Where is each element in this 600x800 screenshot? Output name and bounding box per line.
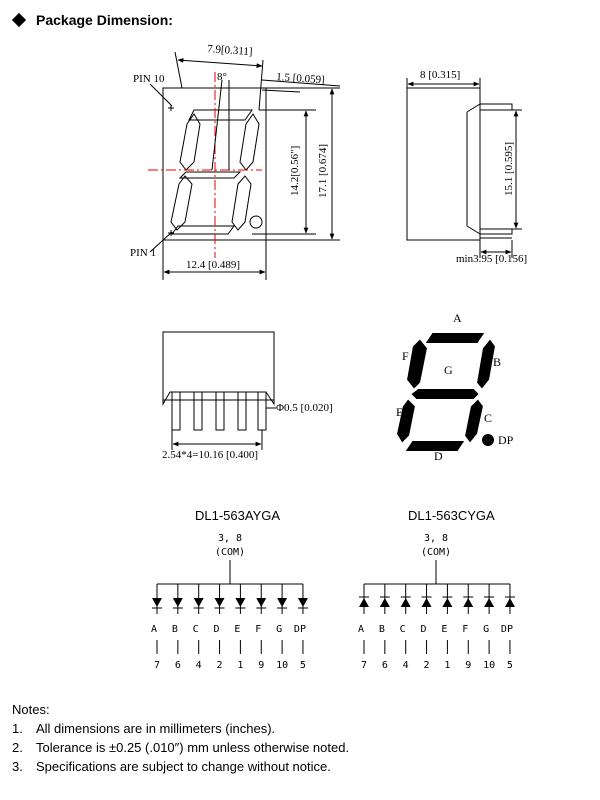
pin-number: 2 bbox=[216, 660, 223, 671]
pin-number: 5 bbox=[299, 660, 306, 671]
bottom-dimension-labels bbox=[162, 402, 333, 461]
segment-pin-label: G bbox=[483, 624, 490, 635]
note-text: Specifications are subject to change without notice. bbox=[36, 759, 331, 774]
segment-pin-label: A bbox=[150, 624, 158, 635]
bottom-body-outline bbox=[163, 332, 274, 400]
section-title: Package Dimension: bbox=[36, 12, 173, 28]
diode bbox=[235, 584, 245, 654]
dim-width-top: 7.9[0.311] bbox=[206, 43, 253, 59]
pin-number: 7 bbox=[153, 660, 161, 671]
diode bbox=[256, 584, 266, 654]
dim-side-height: 15.1 [0.595] bbox=[503, 141, 515, 196]
circuit-anode bbox=[151, 508, 308, 671]
diode-triangle bbox=[277, 598, 287, 607]
dim-digit-height: 14.2[0.56"] bbox=[289, 145, 301, 196]
note-item bbox=[12, 719, 349, 738]
segment-pin-label: D bbox=[213, 624, 220, 635]
segment-pin-label: C bbox=[192, 624, 199, 635]
diode bbox=[463, 584, 473, 654]
seg-label-f: F bbox=[402, 349, 409, 363]
diode bbox=[380, 584, 390, 654]
segment-pin-label: A bbox=[357, 624, 365, 635]
segment-pin-label: DP bbox=[500, 624, 513, 635]
dim-pin-pitch: 2.54*4=10.16 [0.400] bbox=[162, 449, 259, 461]
pin-number: 9 bbox=[258, 660, 265, 671]
diode-triangle bbox=[152, 598, 162, 607]
pin-number: 9 bbox=[465, 660, 472, 671]
com-label-cathode: (COM) bbox=[420, 547, 452, 558]
seg-label-d: D bbox=[434, 449, 443, 463]
segment-g bbox=[410, 388, 480, 400]
dim-body-width: 12.4 [0.489] bbox=[186, 259, 241, 271]
diode-columns-cathode bbox=[359, 584, 515, 654]
seg-label-dp: DP bbox=[498, 433, 514, 447]
com-pins-cathode: 3, 8 bbox=[423, 533, 449, 544]
front-view bbox=[148, 52, 340, 280]
circuit-cathode bbox=[358, 508, 515, 671]
dim-side-width: 8 [0.315] bbox=[420, 69, 461, 81]
pin-number: 7 bbox=[360, 660, 368, 671]
diode-triangle bbox=[173, 598, 183, 607]
dim-min-lead: min3.95 [0.156] bbox=[456, 253, 528, 265]
dim-seg-offset: 1.5 [0.059] bbox=[275, 71, 326, 87]
bottom-view bbox=[163, 332, 276, 450]
segment-c bbox=[464, 398, 484, 444]
diode bbox=[152, 584, 162, 654]
diode-columns-anode bbox=[152, 584, 308, 654]
segment-pin-label: F bbox=[462, 624, 469, 635]
diode bbox=[298, 584, 308, 654]
seg-label-c: C bbox=[484, 411, 493, 425]
dim-angle: 8° bbox=[217, 71, 227, 83]
diode-triangle bbox=[298, 598, 308, 607]
segment-pin-label: D bbox=[420, 624, 427, 635]
note-text: All dimensions are in millimeters (inches). bbox=[36, 721, 276, 736]
diode-triangle bbox=[463, 598, 473, 607]
diode bbox=[173, 584, 183, 654]
diode bbox=[215, 584, 225, 654]
labels-cathode bbox=[358, 624, 513, 671]
diode bbox=[277, 584, 287, 654]
segment-pin-label: B bbox=[171, 624, 178, 635]
segment-pin-label: B bbox=[378, 624, 385, 635]
segment-a bbox=[424, 332, 486, 344]
diode-triangle bbox=[235, 598, 245, 607]
pin-number: 5 bbox=[506, 660, 513, 671]
diode-triangle bbox=[422, 598, 432, 607]
notes-section bbox=[12, 700, 349, 776]
diode-triangle bbox=[484, 598, 494, 607]
pin-number: 4 bbox=[402, 660, 409, 671]
pin-number: 6 bbox=[381, 660, 388, 671]
note-text: Tolerance is ±0.25 (.010″) mm unless otherwise noted. bbox=[36, 740, 350, 755]
note-number: 1. bbox=[12, 721, 23, 736]
pin-number: 4 bbox=[195, 660, 202, 671]
pin1-label: PIN 1 bbox=[130, 247, 156, 259]
diode bbox=[359, 584, 369, 654]
front-dp-dot bbox=[250, 216, 262, 228]
pin-number: 1 bbox=[444, 660, 451, 671]
segment-pin-label: DP bbox=[293, 624, 306, 635]
circuit-title-anode: DL1-563AYGA bbox=[195, 508, 281, 523]
diode bbox=[194, 584, 204, 654]
note-item bbox=[12, 757, 349, 776]
seg-label-e: E bbox=[396, 405, 404, 419]
dim-pin-diameter: Φ0.5 [0.020] bbox=[276, 402, 333, 414]
segment-pin-label: E bbox=[441, 624, 448, 635]
diode bbox=[505, 584, 515, 654]
pin-leads bbox=[172, 392, 266, 430]
segment-dp bbox=[482, 434, 494, 446]
diode-triangle bbox=[380, 598, 390, 607]
diode bbox=[422, 584, 432, 654]
diode-triangle bbox=[401, 598, 411, 607]
diode-triangle bbox=[359, 598, 369, 607]
notes-heading: Notes: bbox=[12, 702, 50, 717]
seg-label-g: G bbox=[444, 363, 453, 377]
com-label-anode: (COM) bbox=[214, 547, 246, 558]
diode-triangle bbox=[505, 598, 515, 607]
segment-pin-label: F bbox=[255, 624, 262, 635]
segment-f bbox=[406, 338, 428, 390]
note-number: 3. bbox=[12, 759, 23, 774]
note-number: 2. bbox=[12, 740, 23, 755]
segment-pin-label: E bbox=[234, 624, 241, 635]
segment-pin-label: G bbox=[276, 624, 283, 635]
diode bbox=[401, 584, 411, 654]
labels-anode bbox=[151, 624, 306, 671]
pin-number: 10 bbox=[276, 660, 289, 671]
diode bbox=[484, 584, 494, 654]
com-pins-anode: 3, 8 bbox=[217, 533, 243, 544]
segment-pin-label: C bbox=[399, 624, 406, 635]
diode bbox=[442, 584, 452, 654]
pin-number: 2 bbox=[423, 660, 430, 671]
seg-label-a: A bbox=[453, 311, 462, 325]
diode-triangle bbox=[194, 598, 204, 607]
dim-body-height: 17.1 [0.674] bbox=[317, 143, 329, 198]
pin10-label: PIN 10 bbox=[133, 73, 165, 85]
note-item bbox=[12, 738, 349, 757]
pin-number: 1 bbox=[237, 660, 244, 671]
circuit-title-cathode: DL1-563CYGA bbox=[408, 508, 495, 523]
diode-triangle bbox=[215, 598, 225, 607]
side-dimension-labels bbox=[420, 69, 527, 265]
pin-number: 6 bbox=[174, 660, 181, 671]
pin-number: 10 bbox=[483, 660, 496, 671]
seg-label-b: B bbox=[493, 355, 502, 369]
diode-triangle bbox=[256, 598, 266, 607]
segment-map bbox=[396, 332, 496, 452]
diode-triangle bbox=[442, 598, 452, 607]
